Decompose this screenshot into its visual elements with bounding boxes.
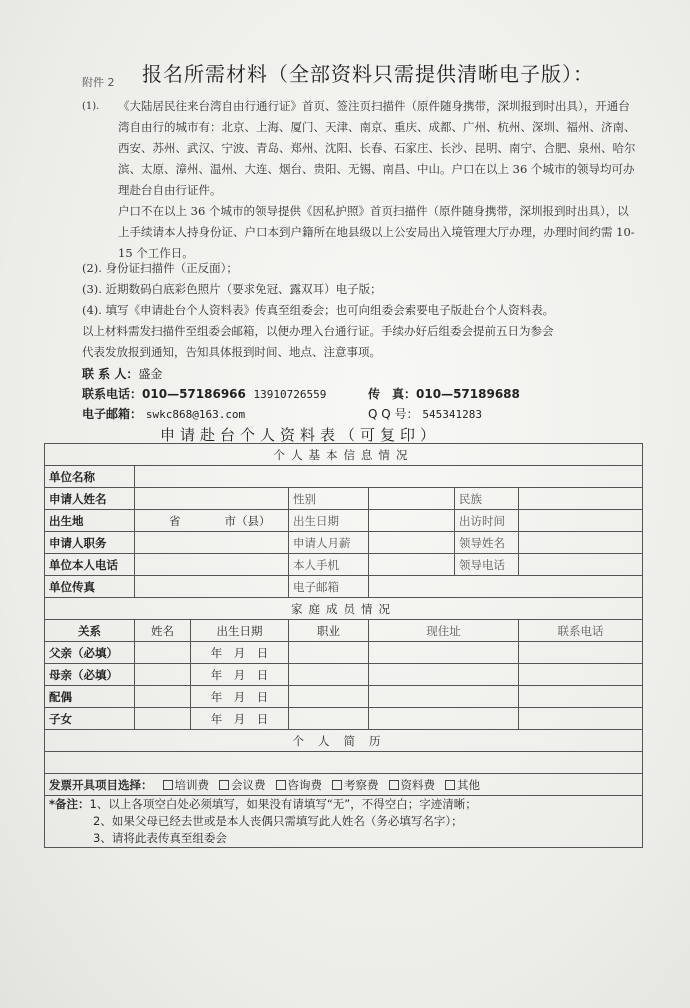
- family-address-field[interactable]: [369, 708, 519, 730]
- label-leader-name: 领导姓名: [455, 532, 519, 554]
- checkbox-materials[interactable]: [389, 780, 399, 790]
- invoice-option-other: 其他: [457, 777, 480, 792]
- item-1-number: (1).: [82, 101, 100, 112]
- field-leader-phone[interactable]: [519, 554, 643, 576]
- invoice-option-consulting: 咨询费: [287, 777, 322, 792]
- field-visit-date[interactable]: [519, 510, 643, 532]
- family-name-field[interactable]: [135, 642, 191, 664]
- label-applicant-name: 申请人姓名: [45, 488, 135, 510]
- invoice-options: [45, 774, 643, 796]
- family-job-field[interactable]: [289, 708, 369, 730]
- family-relation-father: 父亲（必填）: [45, 642, 135, 664]
- field-salary[interactable]: [369, 532, 455, 554]
- note-line-2: 代表发放报到通知，告知具体报到时间、地点、注意事项。: [82, 345, 381, 359]
- contact-person-value: 盛金: [138, 367, 163, 381]
- family-header-job: 职业: [289, 620, 369, 642]
- label-city: 市（县）: [224, 513, 271, 528]
- note-item: 2、如果父母已经去世或是本人丧偶只需填写此人姓名（务必填写名字）；: [93, 814, 463, 828]
- family-phone-field[interactable]: [519, 664, 643, 686]
- label-province: 省: [169, 513, 181, 528]
- field-leader-name[interactable]: [519, 532, 643, 554]
- label-salary: 申请人月薪: [289, 532, 369, 554]
- note-line-1: 以上材料需发扫描件至组委会邮箱，以便办理入台通行证。手续办好后组委会提前五日为参会: [82, 324, 554, 338]
- label-position: 申请人职务: [45, 532, 135, 554]
- invoice-option-inspection: 考察费: [344, 777, 379, 792]
- family-name-field[interactable]: [135, 708, 191, 730]
- family-header-row: [45, 620, 643, 642]
- contact-person: [82, 365, 162, 382]
- label-gender: 性别: [289, 488, 369, 510]
- family-birth-field[interactable]: 年 月 日: [191, 708, 289, 730]
- field-birthplace[interactable]: [135, 510, 289, 532]
- family-relation-spouse: 配偶: [45, 686, 135, 708]
- note-item: 3、请将此表传真至组委会: [93, 831, 227, 845]
- items-list: [82, 258, 642, 363]
- item-1-text-2: 户口不在以上 36 个城市的领导提供《因私护照》首页扫描件（原件随身携带，深圳报到时出具），以上手续请本人持身份证、户口本到户籍所在地县级以上公安局出入境管理大厅办理，办理时间约需 10-15 个工作日。: [118, 204, 635, 260]
- family-relation-children: 子女: [45, 708, 135, 730]
- section-family-info: 家庭成员情况: [45, 598, 643, 620]
- contact-person-label: 联 系 人：: [82, 367, 139, 381]
- family-address-field[interactable]: [369, 664, 519, 686]
- form-notes: [45, 796, 643, 848]
- notes-label: *备注：: [49, 797, 90, 811]
- invoice-option-materials: 资料费: [400, 777, 435, 792]
- contact-qq-label: Q Q 号：: [368, 407, 419, 421]
- label-mobile: 本人手机: [289, 554, 369, 576]
- family-birth-field[interactable]: 年 月 日: [191, 686, 289, 708]
- field-mobile[interactable]: [369, 554, 455, 576]
- item-1-text: 《大陆居民往来台湾自由行通行证》首页、签注页扫描件（原件随身携带，深圳报到时出具），开通台湾自由行的城市有：北京、上海、厦门、天津、南京、重庆、成都、广州、杭州、深圳、福州、济南、西安、苏州、武汉、宁波、青岛、郑州、沈阳、长春、石家庄、长沙、昆明、南宁、合肥、泉州、哈尔滨、太原、漳州、温州、大连、烟台、贵阳、无锡、南昌、中山。户口在以上 36 个城市的领导均可办理赴台自由行证件。: [118, 99, 636, 197]
- family-phone-field[interactable]: [519, 708, 643, 730]
- label-leader-phone: 领导电话: [455, 554, 519, 576]
- contact-mobile-value: 13910726559: [253, 388, 327, 401]
- field-ethnicity[interactable]: [519, 488, 643, 510]
- note-item: 1、以上各项空白处必须填写，如果没有请填写“无”，不得空白；字迹清晰；: [89, 797, 477, 811]
- family-phone-field[interactable]: [519, 642, 643, 664]
- page-title: 报名所需材料（全部资料只需提供清晰电子版）：: [142, 62, 594, 86]
- label-visit-date: 出访时间: [455, 510, 519, 532]
- table-row: [45, 708, 643, 730]
- family-header-name: 姓名: [135, 620, 191, 642]
- field-birth-date[interactable]: [369, 510, 455, 532]
- contact-email-label: 电子邮箱：: [82, 407, 143, 421]
- contact-phone-label: 联系电话：: [82, 387, 143, 401]
- item-1: [82, 96, 637, 264]
- family-relation-mother: 母亲（必填）: [45, 664, 135, 686]
- item-4: (4). 填写《申请赴台个人资料表》传真至组委会；也可向组委会索要电子版赴台个人资料表。: [82, 303, 555, 317]
- field-resume[interactable]: [45, 752, 643, 774]
- family-birth-field[interactable]: 年 月 日: [191, 664, 289, 686]
- family-job-field[interactable]: [289, 664, 369, 686]
- family-job-field[interactable]: [289, 686, 369, 708]
- application-form: [44, 443, 643, 848]
- contact-fax-label: 传 真：: [368, 387, 417, 401]
- contact-fax-value: 010—57189688: [416, 387, 520, 401]
- table-row: [45, 642, 643, 664]
- field-unit-phone[interactable]: [135, 554, 289, 576]
- field-applicant-name[interactable]: [135, 488, 289, 510]
- label-birthplace: 出生地: [45, 510, 135, 532]
- family-header-address: 现住址: [369, 620, 519, 642]
- checkbox-inspection[interactable]: [332, 780, 342, 790]
- family-address-field[interactable]: [369, 686, 519, 708]
- contact-phone-value: 010—57186966: [142, 387, 246, 401]
- field-unit-fax[interactable]: [135, 576, 289, 598]
- field-gender[interactable]: [369, 488, 455, 510]
- checkbox-consulting[interactable]: [276, 780, 286, 790]
- label-email: 电子邮箱: [289, 576, 369, 598]
- section-resume: 个人简历: [45, 730, 643, 752]
- form-title: 申请赴台个人资料表（可复印）: [160, 426, 441, 444]
- contact-qq: [368, 405, 482, 422]
- contact-fax: [368, 385, 520, 402]
- field-position[interactable]: [135, 532, 289, 554]
- table-row: [45, 686, 643, 708]
- invoice-option-meeting: 会议费: [231, 777, 266, 792]
- checkbox-meeting[interactable]: [219, 780, 229, 790]
- item-2: (2). 身份证扫描件（正反面）；: [82, 261, 238, 275]
- checkbox-training[interactable]: [163, 780, 173, 790]
- contact-phone: [82, 385, 326, 402]
- family-birth-field[interactable]: 年 月 日: [191, 642, 289, 664]
- family-address-field[interactable]: [369, 642, 519, 664]
- label-unit-fax: 单位传真: [45, 576, 135, 598]
- family-header-phone: 联系电话: [519, 620, 643, 642]
- family-name-field[interactable]: [135, 664, 191, 686]
- contact-email-value: swkc868@163.com: [145, 408, 246, 421]
- section-basic-info: 个人基本信息情况: [45, 444, 643, 466]
- label-ethnicity: 民族: [455, 488, 519, 510]
- field-email[interactable]: [369, 576, 643, 598]
- invoice-label: 发票开具项目选择：: [49, 777, 153, 792]
- family-header-relation: 关系: [45, 620, 135, 642]
- label-birth-date: 出生日期: [289, 510, 369, 532]
- contact-email: [82, 405, 245, 422]
- family-phone-field[interactable]: [519, 686, 643, 708]
- label-unit-name: 单位名称: [45, 466, 135, 488]
- checkbox-other[interactable]: [445, 780, 455, 790]
- contact-qq-value: 545341283: [422, 408, 482, 421]
- label-unit-phone: 单位本人电话: [45, 554, 135, 576]
- table-row: [45, 664, 643, 686]
- family-job-field[interactable]: [289, 642, 369, 664]
- field-unit-name[interactable]: [135, 466, 643, 488]
- family-header-birth: 出生日期: [191, 620, 289, 642]
- attachment-label: 附件 2: [82, 76, 115, 89]
- family-name-field[interactable]: [135, 686, 191, 708]
- invoice-option-training: 培训费: [174, 777, 209, 792]
- item-3: (3). 近期数码白底彩色照片（要求免冠、露双耳）电子版；: [82, 282, 382, 296]
